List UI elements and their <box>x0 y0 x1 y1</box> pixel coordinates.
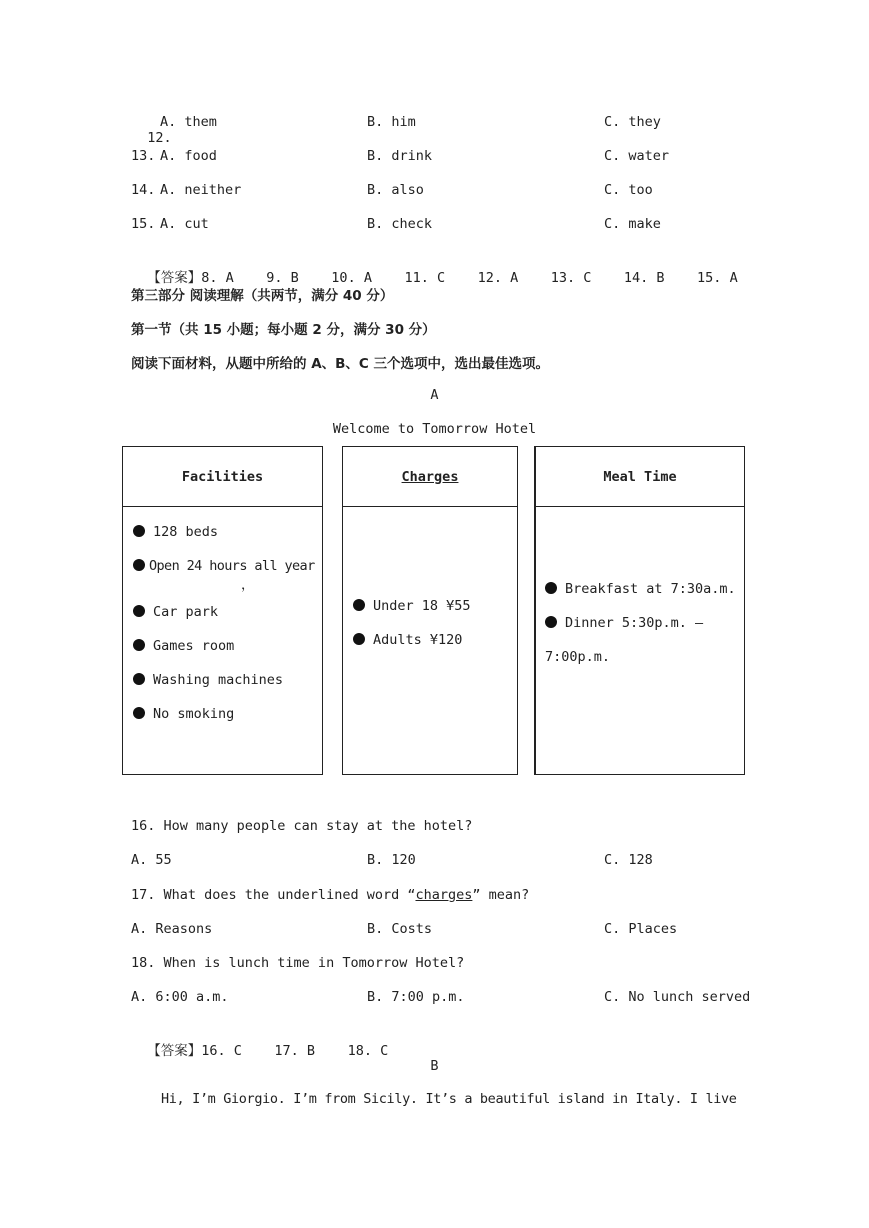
charges-header: Charges <box>343 447 517 507</box>
option-b: B. 120 <box>367 852 416 868</box>
list-item: Breakfast at 7:30a.m. <box>545 581 736 597</box>
answer-key <box>131 1023 388 1059</box>
meal-time-box <box>534 446 745 775</box>
option-c: C. water <box>604 148 670 164</box>
answer-label: 【答案】 <box>147 1043 202 1059</box>
option-a: A. cut <box>160 216 209 232</box>
question-stem: 17. What does the underlined word “charges” mean? <box>131 887 530 903</box>
option-c: C. 128 <box>604 852 653 868</box>
meal-time-header: Meal Time <box>536 447 744 507</box>
question-number: 13. <box>131 148 156 164</box>
list-item: 128 beds <box>133 524 218 540</box>
option-c: C. make <box>604 216 661 232</box>
bullet-icon <box>545 582 557 594</box>
section-title: 第三部分 阅读理解（共两节，满分 40 分） <box>131 288 394 304</box>
bullet-icon <box>353 599 365 611</box>
list-item: Games room <box>133 638 234 654</box>
passage-letter-a: A <box>430 387 439 403</box>
list-item: Washing machines <box>133 672 283 688</box>
bullet-icon <box>133 673 145 685</box>
part-title: 第一节（共 15 小题；每小题 2 分，满分 30 分） <box>131 322 436 338</box>
question-number: 14. <box>131 182 156 198</box>
list-item: No smoking <box>133 706 234 722</box>
option-b: B. 7:00 p.m. <box>367 989 465 1005</box>
bullet-icon <box>133 707 145 719</box>
option-b: B. him <box>367 114 416 130</box>
list-item: Under 18 ¥55 <box>353 598 471 614</box>
option-a: A. food <box>160 148 217 164</box>
facilities-header: Facilities <box>123 447 322 507</box>
bullet-icon <box>133 525 145 537</box>
option-b: B. Costs <box>367 921 433 937</box>
instruction: 阅读下面材料，从题中所给的 A、B、C 三个选项中，选出最佳选项。 <box>131 356 550 372</box>
option-a: A. 55 <box>131 852 172 868</box>
bullet-icon <box>545 616 557 628</box>
bullet-icon <box>133 639 145 651</box>
list-item-continuation: 7:00p.m. <box>545 649 611 665</box>
answer-label: 【答案】 <box>147 270 202 286</box>
passage-letter-b: B <box>430 1058 439 1074</box>
option-c: C. No lunch served <box>604 989 751 1005</box>
option-b: B. drink <box>367 148 433 164</box>
option-a: A. Reasons <box>131 921 213 937</box>
bullet-icon <box>133 605 145 617</box>
answer-text: 8. A 9. B 10. A 11. C 12. A 13. C 14. B 15. A <box>201 270 738 286</box>
option-c: C. Places <box>604 921 678 937</box>
list-item: Dinner 5:30p.m. — <box>545 615 703 631</box>
question-number: 15. <box>131 216 156 232</box>
option-a: A. them <box>160 114 217 130</box>
facilities-box <box>122 446 323 775</box>
passage-b-text: Hi, I’m Giorgio. I’m from Sicily. It’s a beautiful island in Italy. I live <box>161 1091 737 1107</box>
option-b: B. also <box>367 182 424 198</box>
option-c: C. too <box>604 182 653 198</box>
bullet-icon <box>133 559 145 571</box>
option-b: B. check <box>367 216 433 232</box>
answer-key <box>131 250 738 286</box>
underlined-word: charges <box>415 887 473 903</box>
charges-box <box>342 446 518 775</box>
bullet-icon <box>353 633 365 645</box>
question-row: 12. <box>147 130 172 146</box>
hotel-title: Welcome to Tomorrow Hotel <box>332 421 537 437</box>
question-stem: 16. How many people can stay at the hotel? <box>131 818 473 834</box>
list-item: Car park <box>133 604 218 620</box>
list-item: Adults ¥120 <box>353 632 462 648</box>
answer-text: 16. C 17. B 18. C <box>201 1043 389 1059</box>
stray-comma: ， <box>241 577 255 593</box>
option-a: A. neither <box>160 182 242 198</box>
list-item: Open 24 hours all year <box>133 558 315 574</box>
option-c: C. they <box>604 114 661 130</box>
option-a: A. 6:00 a.m. <box>131 989 229 1005</box>
question-stem: 18. When is lunch time in Tomorrow Hotel? <box>131 955 465 971</box>
